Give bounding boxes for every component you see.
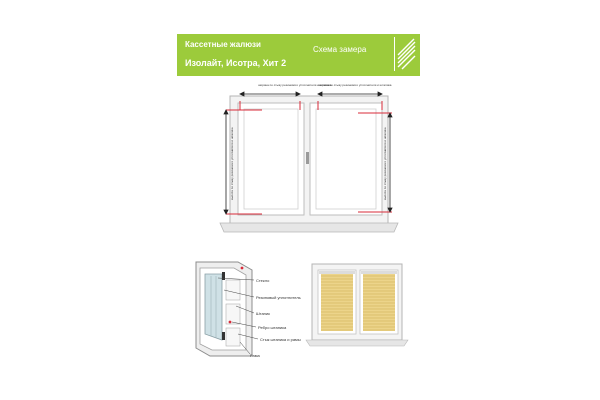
height-label-right: высота по стыку резинового уплотнителя и штапика	[383, 127, 387, 200]
profile-labels	[250, 278, 301, 358]
profile-label-bead-frame-joint: Стык штапика и рамы	[260, 337, 301, 342]
banner-title: Кассетные жалюзи	[185, 40, 261, 49]
profile-label-bead: Штапик	[256, 311, 270, 316]
profile-label-seal: Резиновый уплотнитель	[256, 295, 301, 300]
window-diagram	[220, 83, 398, 232]
banner-scheme: Схема замера	[313, 45, 367, 54]
callout-left: ширина по стыку резинового уплотнителя и штапика	[258, 83, 332, 87]
profile-section	[196, 262, 301, 358]
blind-left	[321, 273, 353, 331]
blind-window	[306, 264, 408, 346]
profile-label-frame: Рама	[250, 353, 260, 358]
blind-right	[363, 273, 395, 331]
profile-label-bead-rib: Ребро штапика	[258, 325, 287, 330]
callout-right: ширина по стыку резинового уплотнителя и штапика	[318, 83, 392, 87]
height-label-left: высота по стыку резинового уплотнителя и штапика	[230, 127, 234, 200]
profile-label-glass: Стекло	[256, 278, 270, 283]
banner-subtitle: Изолайт, Исотра, Хит 2	[185, 58, 287, 68]
